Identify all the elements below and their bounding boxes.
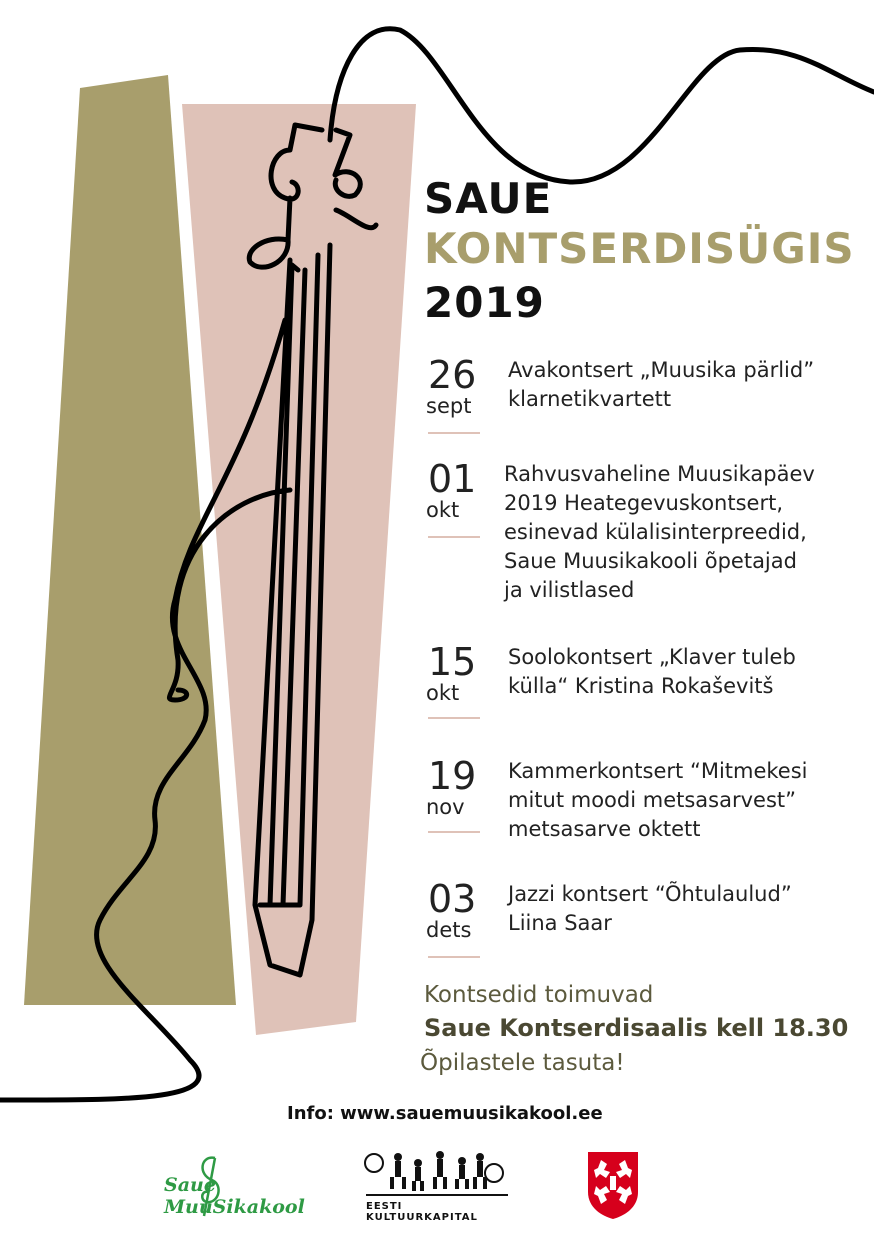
event-month: okt [426, 498, 460, 522]
title-saue: SAUE [424, 174, 553, 223]
cultural-endowment-name: EESTI KULTUURKAPITAL [366, 1201, 478, 1223]
event-divider [428, 536, 480, 538]
title-kontserdisugis: KONTSERDISÜGIS [424, 224, 855, 273]
event-line: klarnetikvartett [508, 387, 672, 411]
event-description [508, 356, 858, 414]
music-school-name: Saue MuuSikakool [164, 1174, 305, 1218]
event-month: dets [426, 918, 472, 942]
free-entry-note: Õpilastele tasuta! [420, 1050, 625, 1076]
event-line: Liina Saar [508, 911, 612, 935]
venue-intro: Kontsedid toimuvad [424, 982, 654, 1008]
event-divider [428, 956, 480, 958]
event-line: metsasarve oktett [508, 817, 701, 841]
event-day: 19 [428, 754, 477, 798]
event-day: 01 [428, 457, 477, 501]
event-line: ja vilistlased [504, 578, 635, 602]
event-divider [428, 831, 480, 833]
music-school-logo [160, 1150, 310, 1220]
cultural-endowment-logo [360, 1145, 512, 1221]
event-line: külla“ Kristina Rokaševitš [508, 674, 774, 698]
dancing-figures-icon [360, 1145, 512, 1201]
event-day: 15 [428, 640, 477, 684]
event-divider [428, 432, 480, 434]
event-month: okt [426, 681, 460, 705]
event-line: esinevad külalisinterpreedid, [504, 520, 807, 544]
event-description [504, 460, 854, 605]
event-line: Soolokontsert „Klaver tuleb [508, 645, 796, 669]
event-description [508, 880, 858, 938]
event-line: Avakontsert „Muusika pärlid” [508, 358, 815, 382]
saue-coat-of-arms-icon [586, 1150, 640, 1220]
event-line: Kammerkontsert “Mitmekesi [508, 759, 808, 783]
event-month: nov [426, 795, 465, 819]
event-divider [428, 717, 480, 719]
event-line: Jazzi kontsert “Õhtulaulud” [508, 882, 792, 906]
event-month: sept [426, 394, 472, 418]
venue-text: Saue Kontserdisaalis kell 18.30 [424, 1014, 849, 1042]
event-line: Saue Muusikakooli õpetajad [504, 549, 797, 573]
event-line: Rahvusvaheline Muusikapäev [504, 462, 815, 486]
event-day: 03 [428, 877, 477, 921]
info-link[interactable]: Info: www.sauemuusikakool.ee [287, 1103, 603, 1124]
event-line: 2019 Heategevuskontsert, [504, 491, 783, 515]
title-year: 2019 [424, 278, 545, 327]
event-line: mitut moodi metsasarvest” [508, 788, 797, 812]
event-description [508, 757, 858, 844]
event-day: 26 [428, 353, 477, 397]
event-description [508, 643, 858, 701]
